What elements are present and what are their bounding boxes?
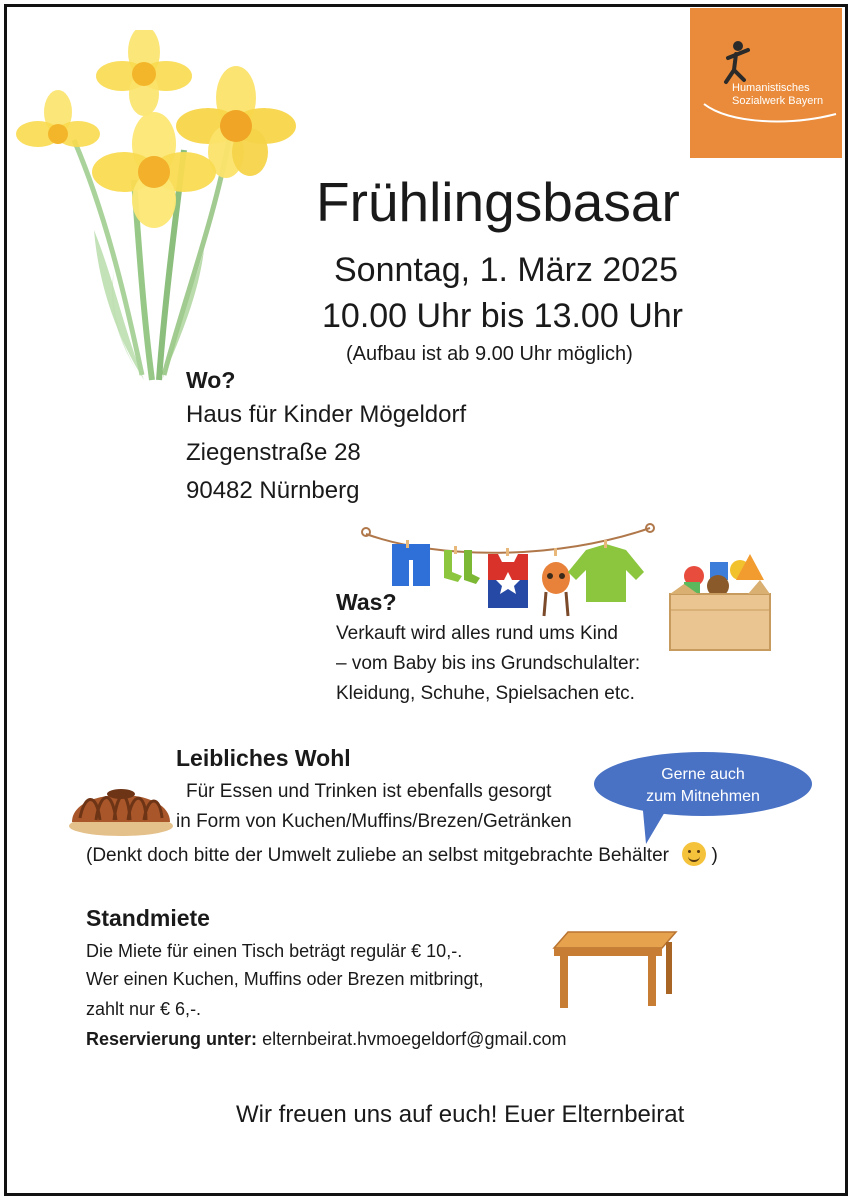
logo-line-1: Humanistisches	[732, 82, 810, 94]
person-figure-icon	[718, 38, 758, 88]
food-line-1: Für Essen und Trinken ist ebenfalls gesorgt	[186, 781, 552, 802]
logo-text	[732, 82, 823, 108]
reservation-line	[86, 1028, 566, 1050]
rent-line-1: Die Miete für einen Tisch beträgt regulär € 10,-.	[86, 941, 463, 961]
table-illustration	[550, 926, 680, 1012]
where-line-3: 90482 Nürnberg	[186, 477, 360, 504]
toy-box-illustration	[664, 540, 780, 656]
event-date: Sonntag, 1. März 2025	[334, 251, 679, 289]
event-time: 10.00 Uhr bis 13.00 Uhr	[322, 297, 683, 335]
what-line-2: – vom Baby bis ins Grundschulalter:	[336, 653, 641, 674]
what-line-3: Kleidung, Schuhe, Spielsachen etc.	[336, 683, 635, 704]
logo-line-2: Sozialwerk Bayern	[732, 95, 824, 107]
food-heading: Leibliches Wohl	[176, 745, 351, 771]
clothesline-illustration	[358, 520, 658, 620]
bundt-cake-illustration	[66, 766, 176, 838]
bubble-line-1: Gerne auch	[661, 766, 745, 783]
daffodil-illustration	[14, 30, 304, 390]
reservation-label: Reservierung unter:	[86, 1029, 258, 1049]
organization-logo	[690, 8, 842, 158]
eco-note-close: )	[711, 845, 718, 866]
page-title: Frühlingsbasar	[316, 171, 680, 233]
closing-line: Wir freuen uns auf euch! Euer Elternbeirat	[236, 1101, 685, 1128]
rent-heading: Standmiete	[86, 905, 210, 931]
setup-note: (Aufbau ist ab 9.00 Uhr möglich)	[346, 343, 633, 365]
what-line-1: Verkauft wird alles rund ums Kind	[336, 623, 618, 644]
smiley-icon	[682, 842, 706, 866]
what-heading: Was?	[336, 589, 397, 615]
where-line-1: Haus für Kinder Mögeldorf	[186, 401, 467, 428]
food-line-2: in Form von Kuchen/Muffins/Brezen/Getränken	[176, 811, 572, 832]
rent-line-2: Wer einen Kuchen, Muffins oder Brezen mitbringt,	[86, 969, 484, 989]
speech-bubble	[594, 752, 812, 816]
reservation-email[interactable]: elternbeirat.hvmoegeldorf@gmail.com	[262, 1029, 567, 1049]
eco-note-text: (Denkt doch bitte der Umwelt zuliebe an selbst mitgebrachte Behälter	[86, 845, 669, 866]
where-line-2: Ziegenstraße 28	[186, 439, 361, 466]
bubble-line-2: zum Mitnehmen	[646, 788, 760, 805]
eco-note	[86, 842, 718, 868]
where-heading: Wo?	[186, 367, 236, 393]
rent-line-3: zahlt nur € 6,-.	[86, 999, 202, 1019]
